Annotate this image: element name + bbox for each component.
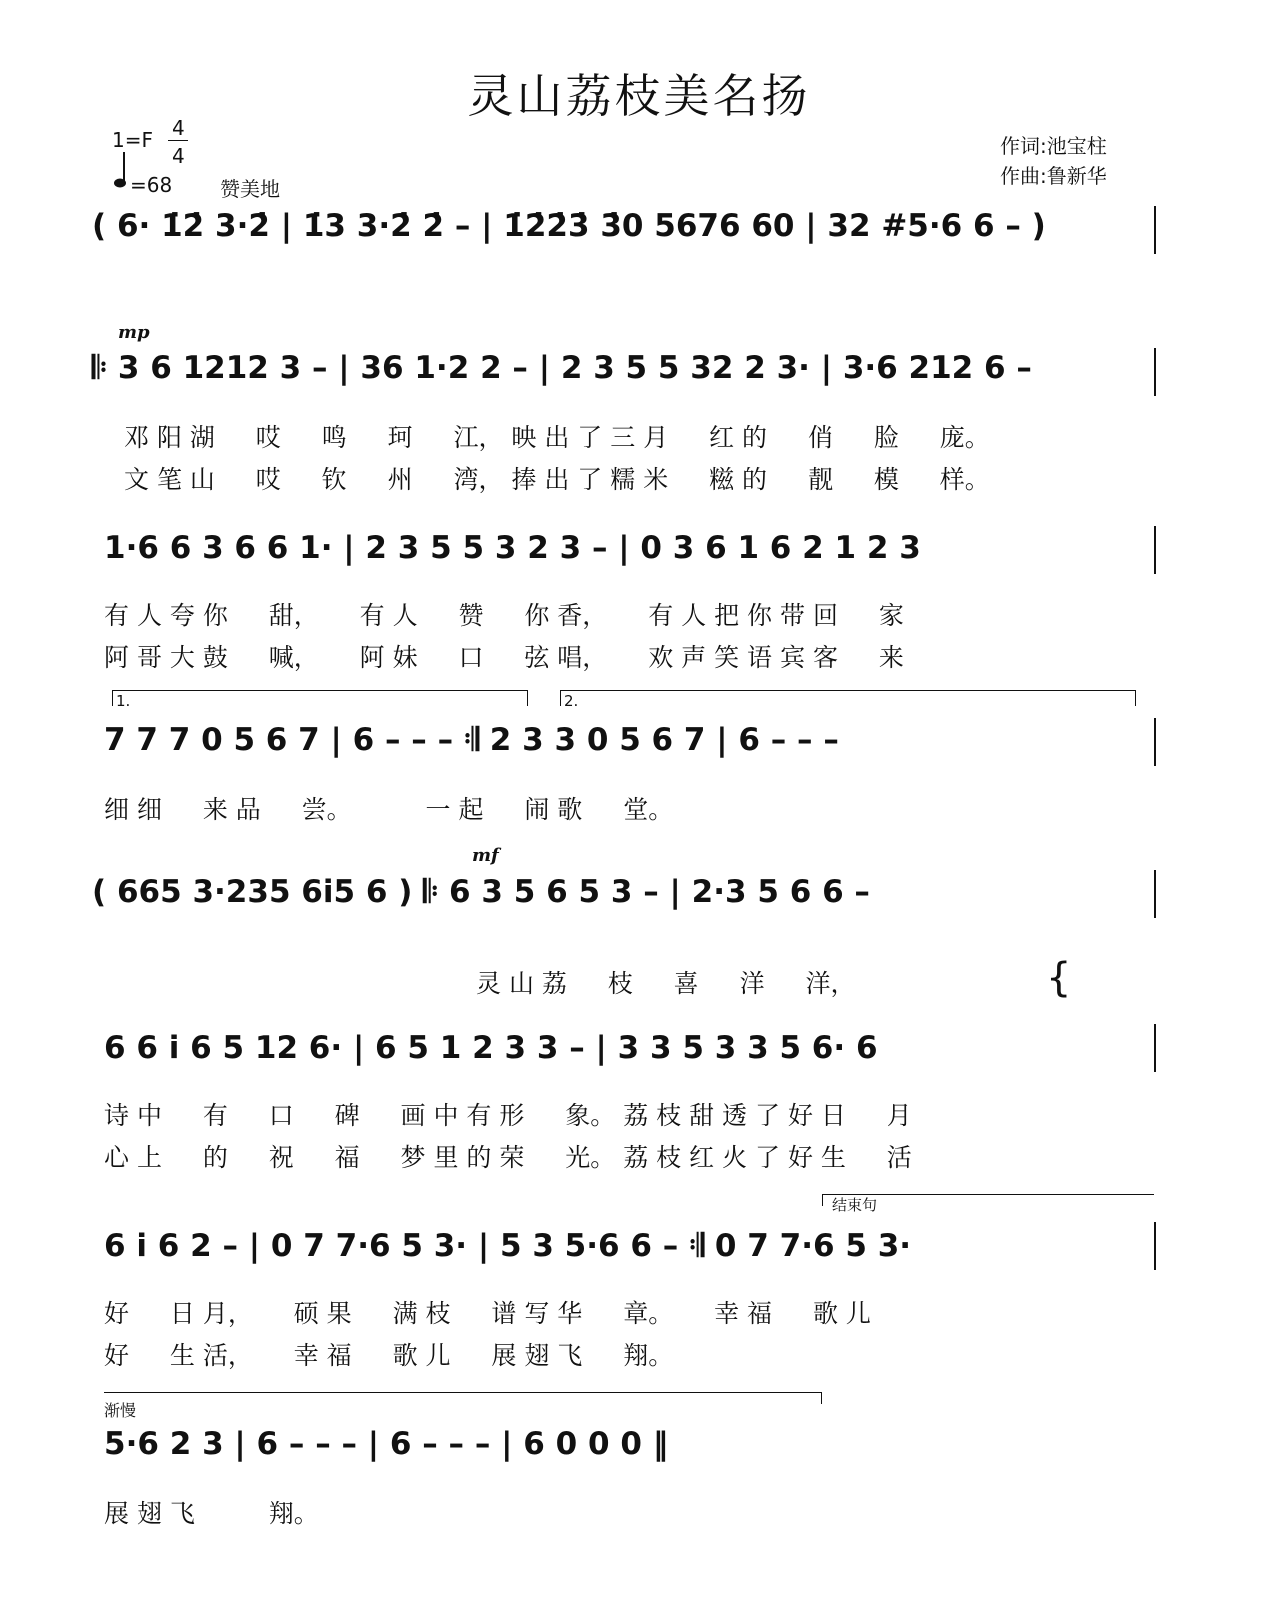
- dynamic-mf: mf: [472, 845, 499, 866]
- ending-bracket-left: [822, 1194, 823, 1206]
- notation-line-7: 6 i 6 2 – | 0 7 7·6 5 3· | 5 3 5·6 6 – 𝄇 0 7 7·6 5 3·: [104, 1228, 912, 1264]
- composer-credit: 作曲:鲁新华: [1000, 164, 1107, 188]
- tempo: =68: [130, 173, 173, 197]
- notation-line-5: ( 665 3·235 6i5 6 ) 𝄆 6 3 5 6 5 3 – | 2·3 5 6 6 –: [92, 874, 870, 910]
- ending-label: 结束句: [832, 1196, 878, 1214]
- time-signature-top: 4: [172, 116, 185, 140]
- time-signature-rule: [168, 140, 188, 141]
- lyric-line-2b: 文 笔 山 哎 钦 州 湾， 捧 出 了 糯 米 糍 的 靓 模 样。: [124, 465, 990, 494]
- lyric-line-6a: 诗 中 有 口 碑 画 中 有 形 象。 荔 枝 甜 透 了 好 日 月: [104, 1101, 912, 1130]
- lyricist-credit: 作词:池宝柱: [1000, 134, 1107, 158]
- lyric-line-8a: 展 翅 飞 翔。: [104, 1499, 319, 1528]
- expression-marking: 赞美地: [220, 177, 280, 201]
- key-signature: 1=F: [112, 128, 153, 152]
- lyric-line-5a: 灵 山 荔 枝 喜 洋 洋，: [476, 969, 856, 998]
- dynamic-mp: mp: [118, 322, 150, 343]
- barline-end-row3: [1154, 526, 1156, 574]
- lyric-line-7a: 好 日 月， 硕 果 满 枝 谱 写 华 章。 幸 福 歌 儿: [104, 1299, 871, 1328]
- lyric-line-3a: 有 人 夸 你 甜， 有 人 赞 你 香， 有 人 把 你 带 回 家: [104, 601, 904, 630]
- page-title: 灵山荔枝美名扬: [467, 69, 811, 123]
- tempo-marking-ritardando: 渐慢: [104, 1401, 137, 1420]
- barline-end-row2: [1154, 348, 1156, 396]
- volta-bracket-2-right: [1135, 690, 1136, 706]
- volta-label-2: 2.: [564, 692, 579, 710]
- lyric-line-7b: 好 生 活， 幸 福 歌 儿 展 翅 飞 翔。: [104, 1341, 674, 1370]
- lyric-line-3b: 阿 哥 大 鼓 喊， 阿 妹 口 弦 唱， 欢 声 笑 语 宾 客 来: [104, 643, 904, 672]
- barline-end-row1: [1154, 206, 1156, 254]
- brace-icon: {: [1046, 955, 1072, 1001]
- lyric-line-6b: 心 上 的 祝 福 梦 里 的 荣 光。 荔 枝 红 火 了 好 生 活: [104, 1143, 912, 1172]
- notation-line-4: 7 7 7 0 5 6 7 | 6 – – – 𝄇 2 3 3 0 5 6 7 | 6 – – –: [104, 722, 839, 758]
- ritardando-bracket-right: [821, 1392, 822, 1404]
- lyric-line-2a: 邓 阳 湖 哎 鸣 珂 江， 映 出 了 三 月 红 的 俏 脸 庞。: [124, 423, 990, 452]
- barline-end-row6: [1154, 1024, 1156, 1072]
- volta-label-1: 1.: [116, 692, 131, 710]
- volta-bracket-1-left: [112, 690, 113, 706]
- notation-line-2: 𝄆 3 6 1212 3 – | 36 1·2 2 – | 2 3 5 5 32 2 3· | 3·6 212 6 –: [92, 350, 1032, 386]
- notation-line-8: 5·6 2 3 | 6 – – – | 6 – – – | 6 0 0 0 ‖: [104, 1426, 669, 1462]
- barline-end-row7: [1154, 1222, 1156, 1270]
- volta-bracket-1: [112, 690, 528, 691]
- ritardando-bracket: [104, 1392, 822, 1393]
- volta-bracket-2: [560, 690, 1136, 691]
- notation-line-1: ( 6· 1̇2̇ 3·2̇ | 1̇3 3·2̇ 2̇ – | 1̇2̇2̇3̇ 3̇0 5676 60 | 32 #5·6 6 – ): [92, 208, 1046, 244]
- time-signature-bottom: 4: [172, 144, 185, 168]
- barline-end-row5: [1154, 870, 1156, 918]
- volta-bracket-2-left: [560, 690, 561, 706]
- notation-line-6: 6 6 i 6 5 12 6· | 6 5 1 2 3 3 – | 3 3 5 3 3 5 6· 6: [104, 1030, 878, 1066]
- lyric-line-4a: 细 细 来 品 尝。 一 起 闹 歌 堂。: [104, 795, 674, 824]
- volta-bracket-1-right: [527, 690, 528, 706]
- notation-line-3: 1·6 6 3 6 6 1· | 2 3 5 5 3 2 3 – | 0 3 6 1 6 2 1 2 3: [104, 530, 921, 566]
- quarter-note-icon: [114, 150, 124, 186]
- barline-end-row4: [1154, 718, 1156, 766]
